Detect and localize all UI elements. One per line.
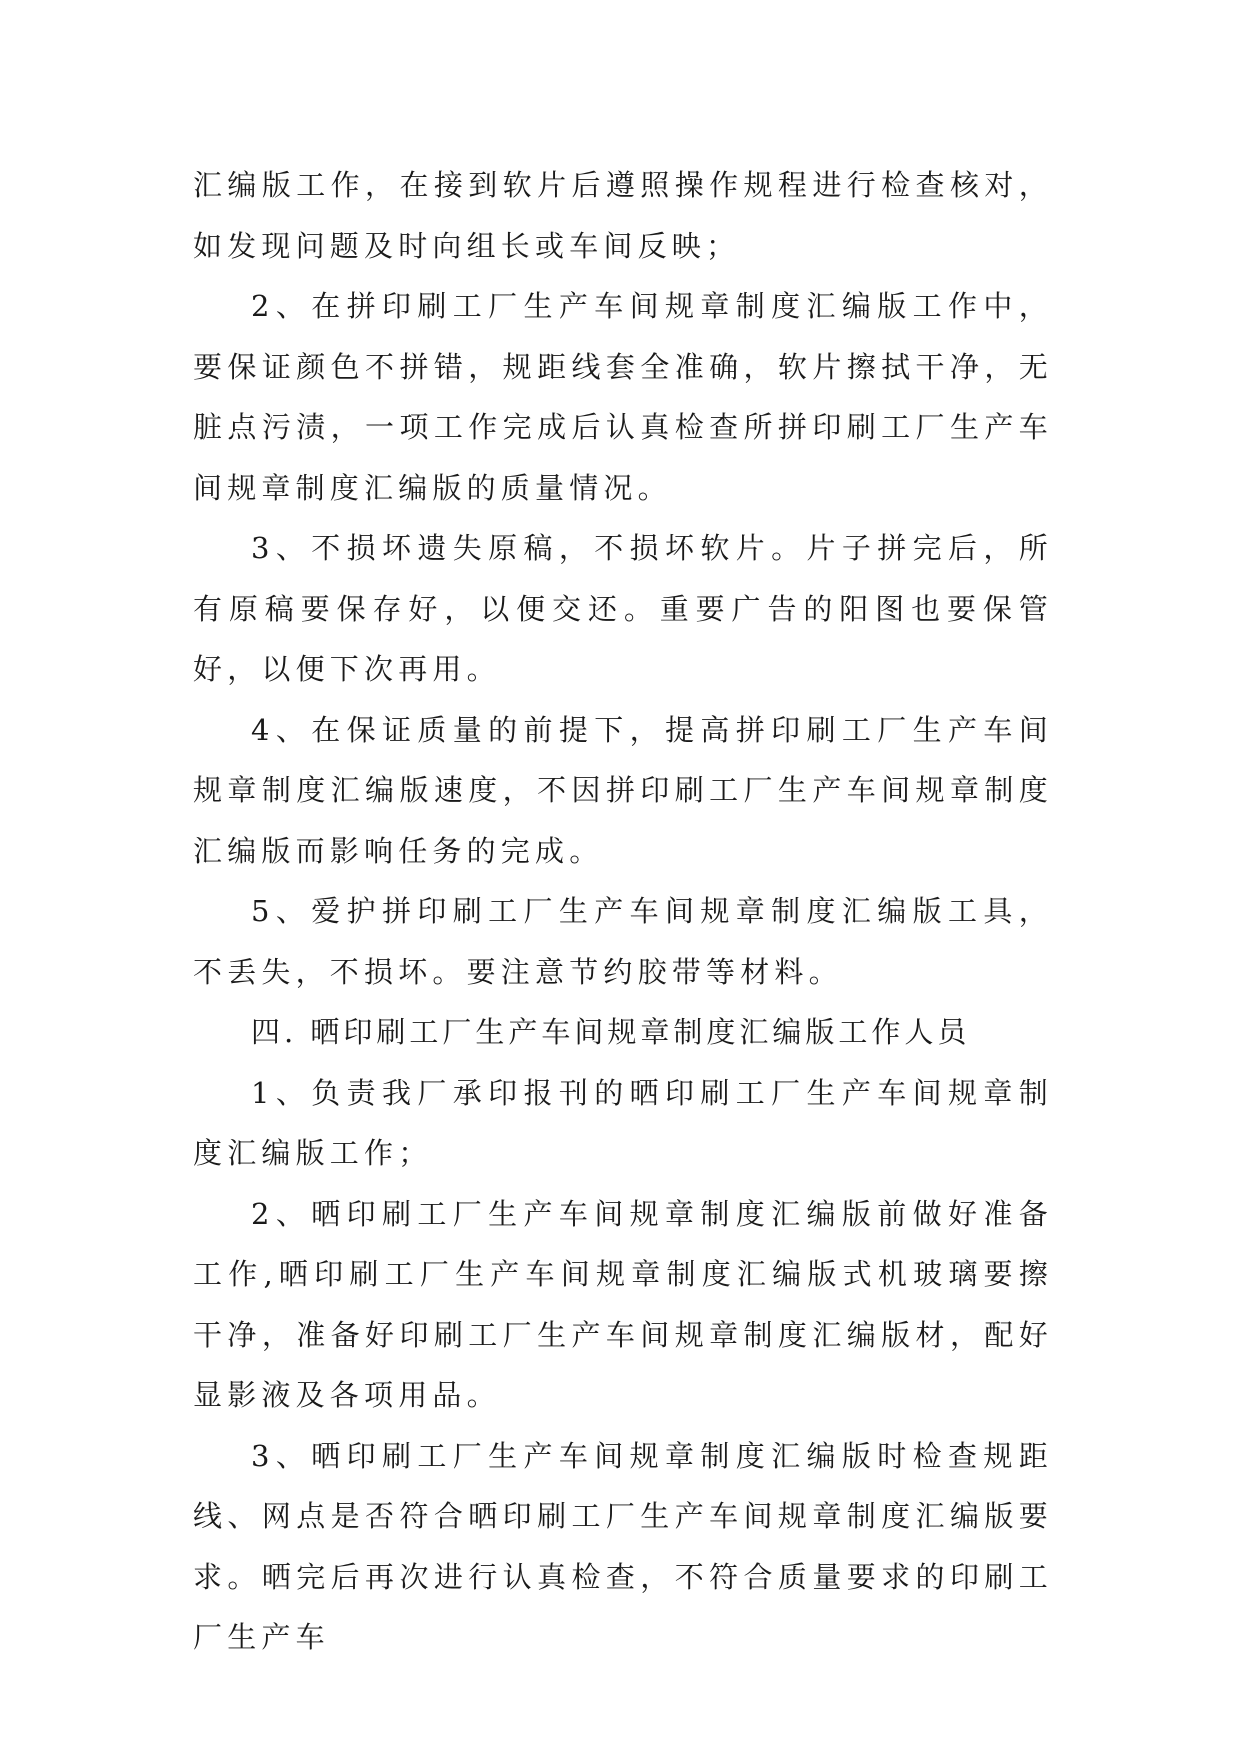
paragraph-item-2b: 2、晒印刷工厂生产车间规章制度汇编版前做好准备工作,晒印刷工厂生产车间规章制度汇编版式机玻璃要擦干净，准备好印刷工厂生产车间规章制度汇编版材，配好显影液及各项用品。 bbox=[193, 1196, 1053, 1412]
section-heading: 四. 晒印刷工厂生产车间规章制度汇编版工作人员 bbox=[251, 1015, 971, 1049]
paragraph-item-4: 4、在保证质量的前提下，提高拼印刷工厂生产车间规章制度汇编版速度，不因拼印刷工厂生产车间规章制度汇编版而影响任务的完成。 bbox=[193, 712, 1053, 868]
paragraph-continuation: 汇编版工作，在接到软片后遵照操作规程进行检查核对，如发现问题及时向组长或车间反映； bbox=[193, 168, 1053, 263]
document-body bbox=[193, 155, 1053, 1668]
paragraph-item-1: 1、负责我厂承印报刊的晒印刷工厂生产车间规章制度汇编版工作； bbox=[193, 1075, 1053, 1170]
paragraph-item-3b: 3、晒印刷工厂生产车间规章制度汇编版时检查规距线、网点是否符合晒印刷工厂生产车间规章制度汇编版要求。晒完后再次进行认真检查，不符合质量要求的印刷工厂生产车 bbox=[193, 1438, 1053, 1654]
paragraph-item-2: 2、在拼印刷工厂生产车间规章制度汇编版工作中，要保证颜色不拼错，规距线套全准确，软片擦拭干净，无脏点污渍，一项工作完成后认真检查所拼印刷工厂生产车间规章制度汇编版的质量情况。 bbox=[193, 289, 1053, 505]
paragraph-item-5: 5、爱护拼印刷工厂生产车间规章制度汇编版工具，不丢失，不损坏。要注意节约胶带等材料。 bbox=[193, 894, 1053, 989]
paragraph-item-3: 3、不损坏遗失原稿，不损坏软片。片子拼完后，所有原稿要保存好，以便交还。重要广告的阳图也要保管好，以便下次再用。 bbox=[193, 531, 1053, 686]
